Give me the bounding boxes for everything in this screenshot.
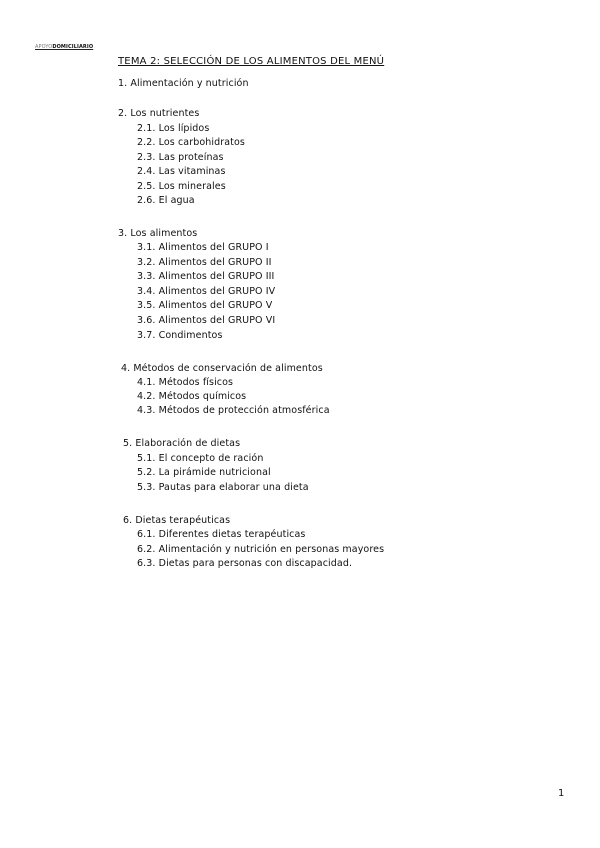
toc-subsection-4-1: 4.1. Métodos físicos	[137, 377, 234, 388]
toc-section-5: 5. Elaboración de dietas	[123, 438, 241, 449]
header-tag-part2: DOMICILIARIO	[52, 44, 94, 50]
toc-subsection-2-4: 2.4. Las vitaminas	[137, 166, 226, 177]
toc-subsection-6-1: 6.1. Diferentes dietas terapéuticas	[137, 529, 306, 540]
toc-subsection-2-3: 2.3. Las proteínas	[137, 152, 224, 163]
toc-subsection-2-5: 2.5. Los minerales	[137, 181, 226, 192]
toc-subsection-2-6: 2.6. El agua	[137, 195, 195, 206]
toc-subsection-5-2: 5.2. La pirámide nutricional	[137, 467, 271, 478]
toc-subsection-3-2: 3.2. Alimentos del GRUPO II	[137, 257, 272, 268]
toc-subsection-5-1: 5.1. El concepto de ración	[137, 453, 264, 464]
toc-subsection-6-2: 6.2. Alimentación y nutrición en personas mayores	[137, 544, 385, 555]
toc-subsection-3-6: 3.6. Alimentos del GRUPO VI	[137, 315, 276, 326]
header-tag-part1: APOYO	[35, 44, 53, 50]
toc-subsection-3-1: 3.1. Alimentos del GRUPO I	[137, 242, 269, 253]
toc-section-2: 2. Los nutrientes	[118, 108, 200, 119]
toc-subsection-3-3: 3.3. Alimentos del GRUPO III	[137, 271, 275, 282]
toc-section-3: 3. Los alimentos	[118, 228, 198, 239]
toc-subsection-3-4: 3.4. Alimentos del GRUPO IV	[137, 286, 276, 297]
toc-subsection-5-3: 5.3. Pautas para elaborar una dieta	[137, 482, 309, 493]
toc-subsection-6-3: 6.3. Dietas para personas con discapacidad.	[137, 558, 353, 569]
toc-section-6: 6. Dietas terapéuticas	[123, 515, 231, 526]
page-number: 1	[558, 788, 565, 799]
toc-subsection-4-2: 4.2. Métodos químicos	[137, 391, 247, 402]
toc-subsection-3-7: 3.7. Condimentos	[137, 330, 223, 341]
header-tag	[35, 44, 93, 50]
toc-section-4: 4. Métodos de conservación de alimentos	[121, 363, 323, 374]
toc-subsection-2-2: 2.2. Los carbohidratos	[137, 137, 245, 148]
toc-subsection-3-5: 3.5. Alimentos del GRUPO V	[137, 300, 273, 311]
toc-subsection-4-3: 4.3. Métodos de protección atmosférica	[137, 405, 330, 416]
toc-section-1: 1. Alimentación y nutrición	[118, 78, 249, 89]
toc-subsection-2-1: 2.1. Los lípidos	[137, 123, 210, 134]
document-title: TEMA 2: SELECCIÓN DE LOS ALIMENTOS DEL MENÚ	[118, 56, 385, 67]
